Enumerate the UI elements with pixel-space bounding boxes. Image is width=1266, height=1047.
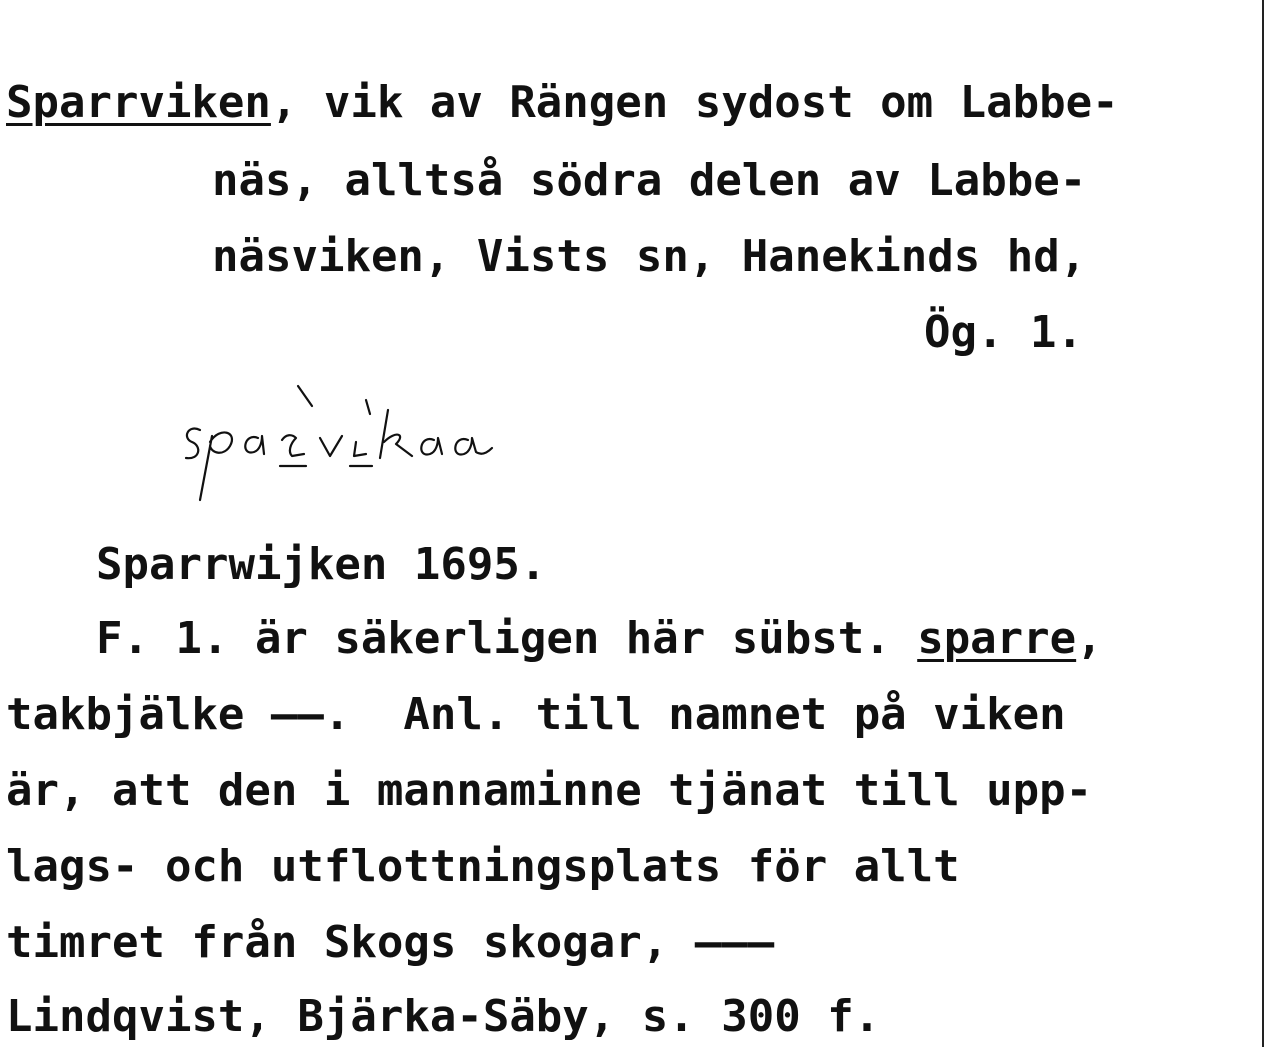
commentary-line-6: Lindqvist, Bjärka-Säby, s. 300 f. xyxy=(6,991,881,1042)
commentary-line-2: takbjälke ––. Anl. till namnet på viken xyxy=(6,689,1066,740)
entry-line-4: Ög. 1. xyxy=(924,307,1083,358)
commentary-line-3: är, att den i mannaminne tjänat till upp- xyxy=(6,765,1093,816)
entry-line-2: näs, alltså södra delen av Labbe- xyxy=(212,155,1087,206)
commentary-line-1-post: , xyxy=(1076,613,1103,664)
handwritten-pronunciation xyxy=(170,380,610,520)
word-sparre: sparre xyxy=(917,613,1077,664)
commentary-line-1 xyxy=(96,614,1103,664)
headword: Sparrviken xyxy=(6,77,271,128)
entry-line-3: näsviken, Vists sn, Hanekinds hd, xyxy=(212,231,1087,282)
attestation: Sparrwijken 1695. xyxy=(96,539,547,590)
commentary-line-4: lags- och utflottningsplats för allt xyxy=(6,841,960,892)
card-edge-line xyxy=(1262,0,1264,1047)
commentary-line-1-pre: F. 1. är säkerligen här sübst. xyxy=(96,613,918,664)
commentary-line-5: timret från Skogs skogar, ––– xyxy=(6,917,775,968)
entry-line-1-rest: , vik av Rängen sydost om Labbe- xyxy=(270,77,1119,128)
entry-line-1 xyxy=(6,78,1119,128)
